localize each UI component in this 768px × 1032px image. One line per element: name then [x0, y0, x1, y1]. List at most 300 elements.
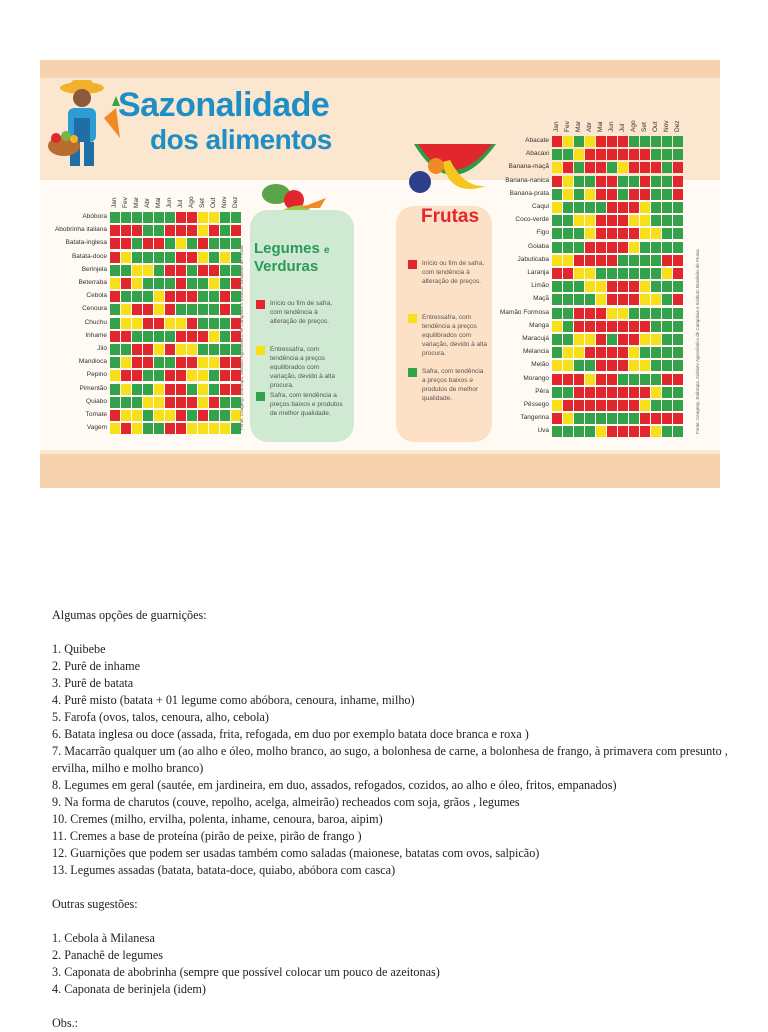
fruit-season-cell [574, 176, 584, 187]
fruit-season-cell [640, 162, 650, 173]
fruit-season-cell [673, 294, 683, 305]
fruit-season-cell [563, 202, 573, 213]
fruit-season-cell [640, 426, 650, 437]
fruit-season-cell [552, 400, 562, 411]
fruit-row-label: Manga [529, 321, 549, 329]
vegetables-legend-text: Entressafra, com tendência a preços equilibrados com variação, devido à alta procura. [270, 346, 336, 389]
fruit-season-cell [574, 228, 584, 239]
vegetable-season-cell [154, 238, 164, 249]
fruit-row-label: Melão [531, 361, 549, 369]
fruit-season-cell [596, 136, 606, 147]
vegetable-season-cell [187, 384, 197, 395]
fruit-season-cell [673, 308, 683, 319]
vegetable-season-cell [121, 397, 131, 408]
fruit-season-cell [563, 268, 573, 279]
fruit-row [552, 413, 684, 424]
fruit-season-cell [618, 268, 628, 279]
fruit-season-cell [596, 294, 606, 305]
fruit-season-cell [585, 281, 595, 292]
vegetable-season-cell [187, 278, 197, 289]
vegetable-season-cell [132, 318, 142, 329]
vegetable-season-cell [165, 357, 175, 368]
fruit-season-cell [629, 321, 639, 332]
vegetable-month-label: Jul [177, 199, 184, 208]
vegetable-row [110, 370, 242, 381]
fruit-season-cell [596, 360, 606, 371]
fruit-row [552, 360, 684, 371]
vegetable-season-cell [165, 304, 175, 315]
fruit-row [552, 215, 684, 226]
fruit-season-cell [651, 202, 661, 213]
fruit-season-cell [651, 228, 661, 239]
fruit-row-label: Coco-verde [515, 216, 549, 224]
fruit-season-cell [651, 255, 661, 266]
vegetable-season-cell [165, 278, 175, 289]
fruit-season-cell [596, 334, 606, 345]
vegetable-season-cell [176, 384, 186, 395]
fruit-season-cell [640, 347, 650, 358]
fruit-season-cell [640, 360, 650, 371]
vegetable-season-cell [121, 304, 131, 315]
vegetable-season-cell [220, 397, 230, 408]
fruits-legend-title: Frutas [421, 206, 480, 227]
fruit-season-cell [662, 374, 672, 385]
fruit-season-cell [662, 268, 672, 279]
vegetable-season-cell [165, 397, 175, 408]
fruit-season-cell [585, 162, 595, 173]
decorative-top-band [40, 60, 720, 78]
vegetable-month-label: Fev [122, 197, 129, 208]
fruit-season-cell [563, 400, 573, 411]
fruit-season-cell [563, 334, 573, 345]
fruit-season-cell [618, 321, 628, 332]
fruit-season-cell [673, 176, 683, 187]
vegetable-row-label: Abóbora [82, 213, 107, 220]
fruit-season-cell [640, 255, 650, 266]
fruit-season-cell [563, 215, 573, 226]
fruits-legend-swatch [408, 260, 417, 269]
fruit-season-cell [574, 387, 584, 398]
fruit-season-cell [662, 347, 672, 358]
fruit-season-cell [629, 347, 639, 358]
vegetable-row [110, 357, 242, 368]
vegetable-season-cell [132, 225, 142, 236]
fruit-season-cell [552, 176, 562, 187]
fruit-season-cell [596, 347, 606, 358]
vegetable-row [110, 265, 242, 276]
vegetable-season-cell [110, 357, 120, 368]
vegetable-row-label: Beterraba [78, 279, 107, 286]
vegetable-season-cell [121, 370, 131, 381]
fruit-season-cell [607, 360, 617, 371]
fruit-season-cell [673, 281, 683, 292]
vegetable-row-label: Pepino [86, 371, 107, 379]
vegetable-season-cell [220, 212, 230, 223]
vegetable-season-cell [132, 212, 142, 223]
vegetable-season-cell [143, 344, 153, 355]
fruit-season-cell [563, 281, 573, 292]
fruit-row-label: Banana-nanica [505, 176, 549, 184]
fruit-season-cell [552, 281, 562, 292]
fruit-season-cell [640, 413, 650, 424]
vegetable-season-cell [209, 397, 219, 408]
fruit-season-cell [596, 149, 606, 160]
vegetable-season-cell [132, 278, 142, 289]
vegetable-season-cell [220, 344, 230, 355]
vegetables-legend-swatch [256, 300, 265, 309]
fruit-row [552, 268, 684, 279]
fruit-season-cell [607, 308, 617, 319]
vegetable-season-cell [176, 410, 186, 421]
fruit-season-cell [574, 334, 584, 345]
fruit-season-cell [673, 400, 683, 411]
vegetable-season-cell [121, 410, 131, 421]
vegetable-season-cell [121, 318, 131, 329]
vegetable-season-cell [198, 331, 208, 342]
vegetable-season-cell [198, 212, 208, 223]
fruit-season-cell [640, 202, 650, 213]
fruit-season-cell [640, 321, 650, 332]
vegetable-season-cell [176, 252, 186, 263]
fruit-season-cell [607, 321, 617, 332]
fruit-row-label: Pêra [535, 387, 549, 395]
vegetable-month-label: Out [210, 197, 217, 208]
fruit-season-cell [629, 426, 639, 437]
other-suggestions-heading: Outras sugestões: [52, 897, 138, 911]
list-item: 7. Macarrão qualquer um (ao alho e óleo, molho branco, ao sugo, a bolonhesa de carne, a bolonhesa de frango, à primavera com presunto , ervilha, milho e molho branco) [52, 744, 728, 775]
vegetable-season-cell [154, 370, 164, 381]
fruits-legend-text: Início ou fim de safra, com tendência à alteração de preços. [422, 260, 485, 285]
fruit-season-cell [629, 334, 639, 345]
fruit-season-cell [563, 176, 573, 187]
fruit-row-label: Figo [536, 229, 549, 237]
vegetable-season-cell [132, 410, 142, 421]
vegetable-season-cell [110, 291, 120, 302]
fruit-season-cell [585, 308, 595, 319]
vegetable-month-label: Mar [133, 196, 140, 208]
list-item: 13. Legumes assadas (batata, batata-doce, quiabo, abóbora com casca) [52, 863, 396, 877]
fruit-season-cell [640, 281, 650, 292]
list-item: 1. Cebola à Milanesa [52, 931, 155, 945]
vegetable-month-label: Abr [144, 197, 151, 208]
vegetable-row [110, 225, 242, 236]
fruit-season-cell [574, 162, 584, 173]
fruit-season-cell [563, 242, 573, 253]
fruit-row [552, 374, 684, 385]
vegetable-season-cell [132, 331, 142, 342]
vegetable-row [110, 397, 242, 408]
fruit-season-cell [618, 281, 628, 292]
intro-paragraph: Algumas opções de guarnições: [52, 608, 207, 622]
fruit-season-cell [662, 228, 672, 239]
list-item: 4. Purê misto (batata + 01 legume como abóbora, cenoura, inhame, milho) [52, 693, 415, 707]
vegetable-season-cell [110, 238, 120, 249]
vegetable-row [110, 252, 242, 263]
vegetable-row-label: Cebola [86, 292, 107, 300]
fruit-season-cell [673, 255, 683, 266]
fruit-season-cell [563, 360, 573, 371]
fruit-season-cell [552, 413, 562, 424]
vegetable-season-cell [187, 291, 197, 302]
fruit-season-cell [574, 149, 584, 160]
vegetable-season-cell [110, 212, 120, 223]
fruit-row-label: Uva [537, 427, 549, 435]
fruit-season-cell [596, 215, 606, 226]
vegetable-season-cell [110, 423, 120, 434]
list-item: 6. Batata inglesa ou doce (assada, frita, refogada, em duo por exemplo batata doce branca e roxa ) [52, 727, 529, 741]
vegetable-season-cell [198, 318, 208, 329]
vegetables-legend-title-line2: Verduras [254, 258, 319, 275]
fruit-month-label: Mai [597, 121, 604, 132]
fruit-season-cell [618, 202, 628, 213]
fruit-season-cell [563, 255, 573, 266]
fruit-season-cell [629, 374, 639, 385]
vegetables-legend-text: Safra, com tendência a preços baixos e produtos de melhor qualidade. [270, 392, 343, 417]
vegetable-season-cell [187, 357, 197, 368]
vegetable-season-cell [209, 212, 219, 223]
vegetable-season-cell [165, 423, 175, 434]
vegetable-season-cell [132, 238, 142, 249]
fruit-month-label: Fev [564, 121, 571, 132]
fruit-season-cell [607, 387, 617, 398]
vegetable-season-cell [165, 238, 175, 249]
fruit-row [552, 321, 684, 332]
vegetable-row-label: Cenoura [82, 305, 107, 313]
vegetable-season-cell [143, 278, 153, 289]
fruit-season-cell [651, 176, 661, 187]
vegetable-season-cell [143, 357, 153, 368]
list-item: 2. Purê de inhame [52, 659, 140, 673]
fruit-season-cell [629, 400, 639, 411]
fruit-season-cell [629, 215, 639, 226]
fruit-season-cell [673, 426, 683, 437]
vegetable-season-cell [198, 304, 208, 315]
vegetables-legend-title [254, 240, 330, 257]
vegetable-row [110, 278, 242, 289]
fruits-source-note: Fonte: Ceagesp, Embrapa, Instituto Agronômico de Campinas e Instituto Brasileiro de Frutas [695, 249, 700, 434]
fruit-season-cell [673, 387, 683, 398]
vegetable-season-cell [176, 238, 186, 249]
fruit-season-cell [585, 387, 595, 398]
fruit-season-cell [552, 374, 562, 385]
fruit-season-cell [574, 308, 584, 319]
vegetable-season-cell [209, 318, 219, 329]
fruit-season-cell [607, 268, 617, 279]
vegetable-row-label: Mandioca [78, 358, 107, 366]
vegetable-season-cell [121, 225, 131, 236]
fruit-season-cell [662, 242, 672, 253]
fruit-season-cell [574, 215, 584, 226]
fruit-season-cell [673, 189, 683, 200]
vegetable-row [110, 423, 242, 434]
fruit-season-cell [596, 374, 606, 385]
fruit-row [552, 149, 684, 160]
vegetable-month-label: Nov [221, 196, 228, 208]
vegetables-legend-swatch [256, 346, 265, 355]
list-item: 5. Farofa (ovos, talos, cenoura, alho, cebola) [52, 710, 269, 724]
vegetable-row [110, 318, 242, 329]
vegetable-row [110, 291, 242, 302]
fruit-season-cell [629, 281, 639, 292]
fruit-season-cell [585, 360, 595, 371]
fruit-season-cell [673, 334, 683, 345]
vegetable-season-cell [209, 278, 219, 289]
vegetable-season-cell [209, 423, 219, 434]
fruit-season-cell [673, 360, 683, 371]
vegetable-season-cell [143, 304, 153, 315]
fruit-season-cell [552, 321, 562, 332]
fruit-season-cell [552, 294, 562, 305]
vegetable-season-cell [220, 423, 230, 434]
fruit-season-cell [662, 281, 672, 292]
fruit-season-cell [662, 321, 672, 332]
vegetable-season-cell [154, 344, 164, 355]
fruit-season-cell [585, 321, 595, 332]
fruit-row [552, 334, 684, 345]
vegetable-season-cell [121, 265, 131, 276]
fruit-month-label: Out [652, 121, 659, 132]
vegetable-season-cell [176, 225, 186, 236]
fruit-row [552, 136, 684, 147]
vegetable-season-cell [198, 370, 208, 381]
vegetable-season-cell [154, 212, 164, 223]
vegetable-season-cell [154, 278, 164, 289]
list-item: 1. Quibebe [52, 642, 106, 656]
fruit-season-cell [585, 334, 595, 345]
fruit-season-cell [651, 149, 661, 160]
list-item: 3. Purê de batata [52, 676, 134, 690]
fruit-season-cell [618, 400, 628, 411]
fruit-row-label: Jabuticaba [517, 255, 549, 263]
fruit-season-cell [629, 228, 639, 239]
fruits-legend-text: Entressafra, com tendência a preços equilibrados com variação, devido à alta procura. [422, 314, 488, 357]
vegetable-season-cell [165, 225, 175, 236]
fruit-season-cell [563, 413, 573, 424]
vegetable-season-cell [198, 291, 208, 302]
vegetable-season-cell [143, 370, 153, 381]
list-item: 2. Panachê de legumes [52, 948, 164, 962]
garnish-options-text [52, 607, 732, 1032]
fruit-season-cell [607, 176, 617, 187]
other-suggestions-list [52, 930, 732, 998]
fruit-row-label: Maracujá [522, 335, 549, 342]
fruit-season-cell [640, 136, 650, 147]
vegetable-season-cell [110, 265, 120, 276]
vegetable-season-cell [220, 252, 230, 263]
fruit-season-cell [552, 189, 562, 200]
vegetable-season-cell [110, 397, 120, 408]
fruit-season-cell [585, 413, 595, 424]
vegetable-season-cell [165, 212, 175, 223]
vegetable-month-label: Mai [155, 197, 162, 208]
vegetable-season-cell [209, 331, 219, 342]
vegetable-row-label: Inhame [85, 331, 107, 339]
fruit-season-cell [607, 281, 617, 292]
vegetable-season-cell [154, 331, 164, 342]
vegetable-season-cell [220, 384, 230, 395]
fruit-month-label: Jan [553, 121, 560, 132]
vegetable-season-cell [132, 265, 142, 276]
fruit-season-cell [651, 347, 661, 358]
fruit-season-cell [662, 162, 672, 173]
infographic-subtitle: dos alimentos [150, 124, 332, 155]
vegetable-season-cell [132, 384, 142, 395]
fruit-season-cell [618, 334, 628, 345]
fruit-season-cell [673, 228, 683, 239]
fruit-season-cell [596, 281, 606, 292]
fruit-season-cell [662, 360, 672, 371]
fruit-season-cell [585, 294, 595, 305]
fruit-season-cell [651, 281, 661, 292]
fruit-season-cell [552, 360, 562, 371]
vegetable-season-cell [187, 410, 197, 421]
vegetable-row [110, 212, 242, 223]
vegetable-season-cell [143, 423, 153, 434]
vegetable-season-cell [209, 252, 219, 263]
observations-label: Obs.: [52, 1016, 79, 1030]
fruit-season-cell [629, 189, 639, 200]
fruit-season-cell [574, 360, 584, 371]
fruit-season-cell [574, 255, 584, 266]
fruit-season-cell [618, 255, 628, 266]
fruit-month-label: Dez [674, 120, 681, 132]
fruit-season-cell [607, 215, 617, 226]
fruit-season-cell [640, 400, 650, 411]
fruit-season-cell [640, 387, 650, 398]
vegetable-row-label: Abobrinha italiana [54, 226, 107, 234]
farmer-illustration [44, 78, 128, 170]
vegetable-season-cell [209, 225, 219, 236]
vegetable-season-cell [198, 423, 208, 434]
vegetable-season-cell [220, 318, 230, 329]
vegetable-season-cell [154, 225, 164, 236]
fruit-season-cell [563, 426, 573, 437]
fruit-season-cell [574, 413, 584, 424]
fruit-season-cell [607, 413, 617, 424]
fruit-season-cell [618, 228, 628, 239]
fruit-season-cell [618, 387, 628, 398]
fruit-season-cell [618, 189, 628, 200]
vegetable-season-cell [209, 265, 219, 276]
decorative-bottom-band [40, 454, 720, 488]
fruit-season-cell [607, 136, 617, 147]
fruit-row-label: Goiaba [528, 242, 549, 250]
fruit-row-label: Mamão Formosa [499, 308, 549, 316]
fruit-season-cell [662, 189, 672, 200]
fruit-season-cell [563, 294, 573, 305]
vegetables-title-connector: e [324, 245, 330, 256]
vegetable-season-cell [165, 344, 175, 355]
vegetable-season-cell [110, 318, 120, 329]
fruit-season-cell [552, 136, 562, 147]
fruit-season-cell [552, 334, 562, 345]
fruit-season-cell [596, 162, 606, 173]
vegetable-season-cell [143, 397, 153, 408]
fruit-season-cell [596, 308, 606, 319]
vegetable-season-cell [165, 410, 175, 421]
vegetable-season-cell [187, 370, 197, 381]
fruit-row [552, 308, 684, 319]
fruit-season-cell [662, 413, 672, 424]
vegetable-row [110, 384, 242, 395]
fruit-season-cell [574, 294, 584, 305]
fruit-season-cell [585, 215, 595, 226]
vegetable-season-cell [176, 397, 186, 408]
vegetable-month-label: Jan [111, 197, 118, 208]
vegetable-season-cell [220, 265, 230, 276]
vegetable-season-cell [121, 344, 131, 355]
fruit-season-cell [651, 242, 661, 253]
